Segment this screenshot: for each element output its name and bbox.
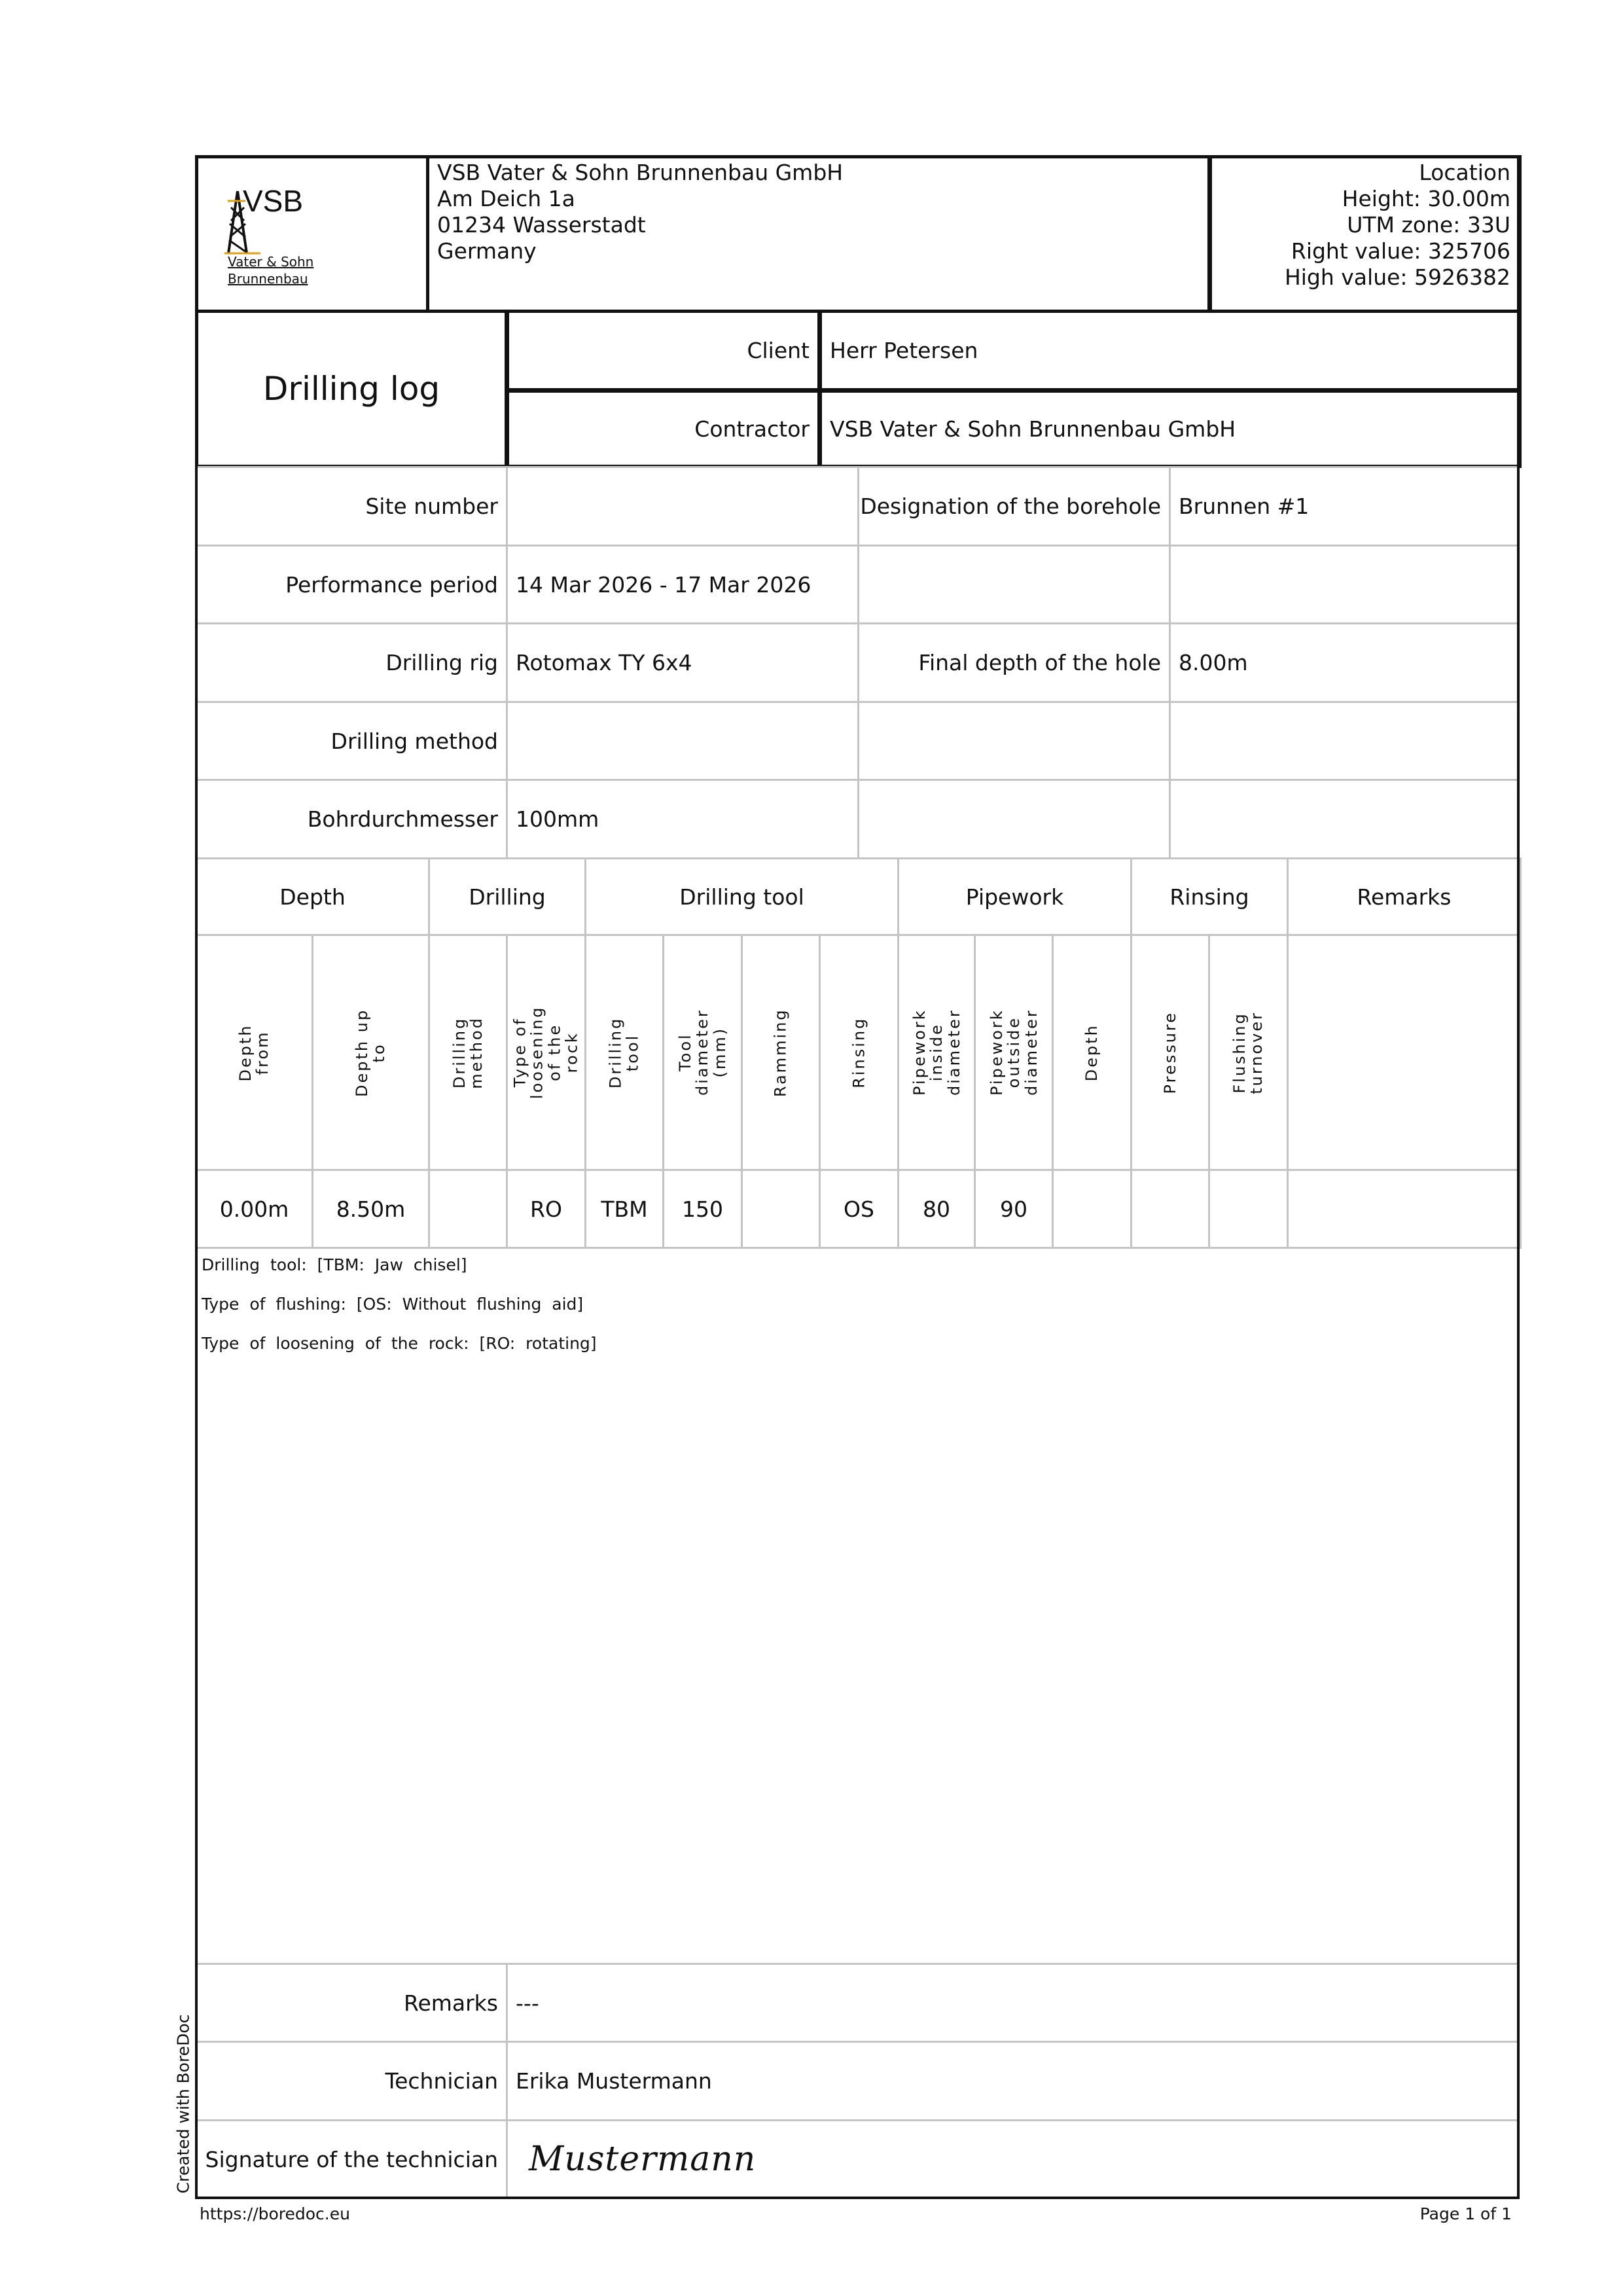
group-header: Remarks <box>1287 857 1522 936</box>
logo-sub2: Brunnenbau <box>228 271 308 287</box>
method-value <box>506 701 859 781</box>
column-header-label: Type of loosening of the rock <box>510 1005 581 1100</box>
location-utm: UTM zone: 33U <box>1347 212 1510 238</box>
diameter-label: Bohrdurchmesser <box>195 779 508 859</box>
client-value: Herr Petersen <box>819 310 1522 391</box>
table-cell <box>1208 1169 1289 1249</box>
contractor-label: Contractor <box>506 389 821 468</box>
legend-line: Drilling tool: [TBM: Jaw chisel] <box>202 1255 467 1274</box>
contractor-value: VSB Vater & Sohn Brunnenbau GmbH <box>819 389 1522 468</box>
page-title <box>195 310 508 468</box>
created-with: Created with BoreDoc <box>173 2014 193 2194</box>
column-header <box>195 934 313 1171</box>
site-number-value <box>506 466 859 547</box>
column-header <box>506 934 586 1171</box>
column-header-label: Ramming <box>771 1008 790 1097</box>
period-label: Performance period <box>195 545 508 624</box>
designation-label: Designation of the borehole <box>857 466 1171 547</box>
table-cell <box>1052 1169 1132 1249</box>
title-text: Drilling log <box>262 370 440 408</box>
technician-value: Erika Mustermann <box>506 2041 1520 2121</box>
remarks-value: --- <box>506 1963 1520 2043</box>
column-header-label: Drilling method <box>450 1016 486 1089</box>
signature-label: Signature of the technician <box>195 2119 508 2199</box>
legend-line: Type of loosening of the rock: [RO: rotating] <box>202 1334 597 1353</box>
location-block <box>1209 155 1522 313</box>
period-value: 14 Mar 2026 - 17 Mar 2026 <box>506 545 859 624</box>
column-header-label: Pressure <box>1160 1011 1179 1094</box>
column-header-label: Tool diameter (mm) <box>675 1009 729 1096</box>
column-header-label: Flushing turnover <box>1230 1011 1266 1094</box>
rig-label: Drilling rig <box>195 622 508 703</box>
empty-cell <box>857 545 1171 624</box>
table-cell <box>741 1169 821 1249</box>
footer-page: Page 1 of 1 <box>1419 2204 1512 2223</box>
technician-label: Technician <box>195 2041 508 2121</box>
signature-cell <box>506 2119 1520 2199</box>
signature-image: Mustermann <box>529 2140 757 2179</box>
column-header <box>1208 934 1289 1171</box>
column-header-label: Pipework outside diameter <box>987 1009 1041 1096</box>
empty-cell <box>857 701 1171 781</box>
company-address <box>426 155 1211 313</box>
location-right: Right value: 325706 <box>1291 238 1510 264</box>
final-depth-value: 8.00m <box>1169 622 1520 703</box>
method-label: Drilling method <box>195 701 508 781</box>
location-height: Height: 30.00m <box>1342 186 1510 211</box>
location-title: Location <box>1419 160 1510 185</box>
column-header-label: Depth from <box>236 1023 272 1082</box>
empty-cell <box>1169 779 1520 859</box>
column-header <box>428 934 508 1171</box>
rig-value: Rotomax TY 6x4 <box>506 622 859 703</box>
legend-line: Type of flushing: [OS: Without flushing aid] <box>202 1295 584 1314</box>
location-high: High value: 5926382 <box>1284 264 1510 290</box>
column-header <box>1052 934 1132 1171</box>
column-header <box>897 934 976 1171</box>
column-header <box>584 934 664 1171</box>
table-cell: RO <box>506 1169 586 1249</box>
company-country: Germany <box>437 238 537 264</box>
frame-right <box>1517 1247 1520 1967</box>
table-cell: 150 <box>662 1169 743 1249</box>
empty-cell <box>1169 545 1520 624</box>
diameter-value: 100mm <box>506 779 859 859</box>
table-cell <box>428 1169 508 1249</box>
empty-cell <box>1169 701 1520 781</box>
site-number-label: Site number <box>195 466 508 547</box>
logo-sub1: Vater & Sohn <box>228 254 314 270</box>
empty-cell <box>857 779 1171 859</box>
footer-url[interactable]: https://boredoc.eu <box>200 2204 350 2223</box>
designation-value: Brunnen #1 <box>1169 466 1520 547</box>
column-header <box>1130 934 1210 1171</box>
company-city: 01234 Wasserstadt <box>437 212 646 238</box>
column-header-label: Depth up to <box>353 1008 389 1097</box>
client-label: Client <box>506 310 821 391</box>
company-name: VSB Vater & Sohn Brunnenbau GmbH <box>437 160 844 185</box>
column-header <box>312 934 430 1171</box>
table-cell: 8.50m <box>312 1169 430 1249</box>
frame-left <box>195 1247 198 1967</box>
group-header: Rinsing <box>1130 857 1289 936</box>
column-header-label: Depth <box>1082 1023 1101 1082</box>
table-cell: 80 <box>897 1169 976 1249</box>
table-cell: 90 <box>974 1169 1054 1249</box>
final-depth-label: Final depth of the hole <box>857 622 1171 703</box>
table-cell: TBM <box>584 1169 664 1249</box>
group-header: Drilling <box>428 857 586 936</box>
table-cell: 0.00m <box>195 1169 313 1249</box>
column-header-label: Drilling tool <box>606 1016 642 1088</box>
group-header: Drilling tool <box>584 857 899 936</box>
column-header <box>1287 934 1522 1171</box>
column-header <box>974 934 1054 1171</box>
group-header: Depth <box>195 857 430 936</box>
column-header-label: Pipework inside diameter <box>910 1009 963 1096</box>
remarks-label: Remarks <box>195 1963 508 2043</box>
column-header <box>741 934 821 1171</box>
logo-text: VSB <box>243 184 304 218</box>
group-header: Pipework <box>897 857 1132 936</box>
company-street: Am Deich 1a <box>437 186 575 211</box>
column-header <box>819 934 899 1171</box>
column-header-label: Rinsing <box>849 1016 868 1088</box>
column-header <box>662 934 743 1171</box>
table-cell <box>1130 1169 1210 1249</box>
logo-cell <box>195 155 429 313</box>
table-cell <box>1287 1169 1522 1249</box>
table-cell: OS <box>819 1169 899 1249</box>
